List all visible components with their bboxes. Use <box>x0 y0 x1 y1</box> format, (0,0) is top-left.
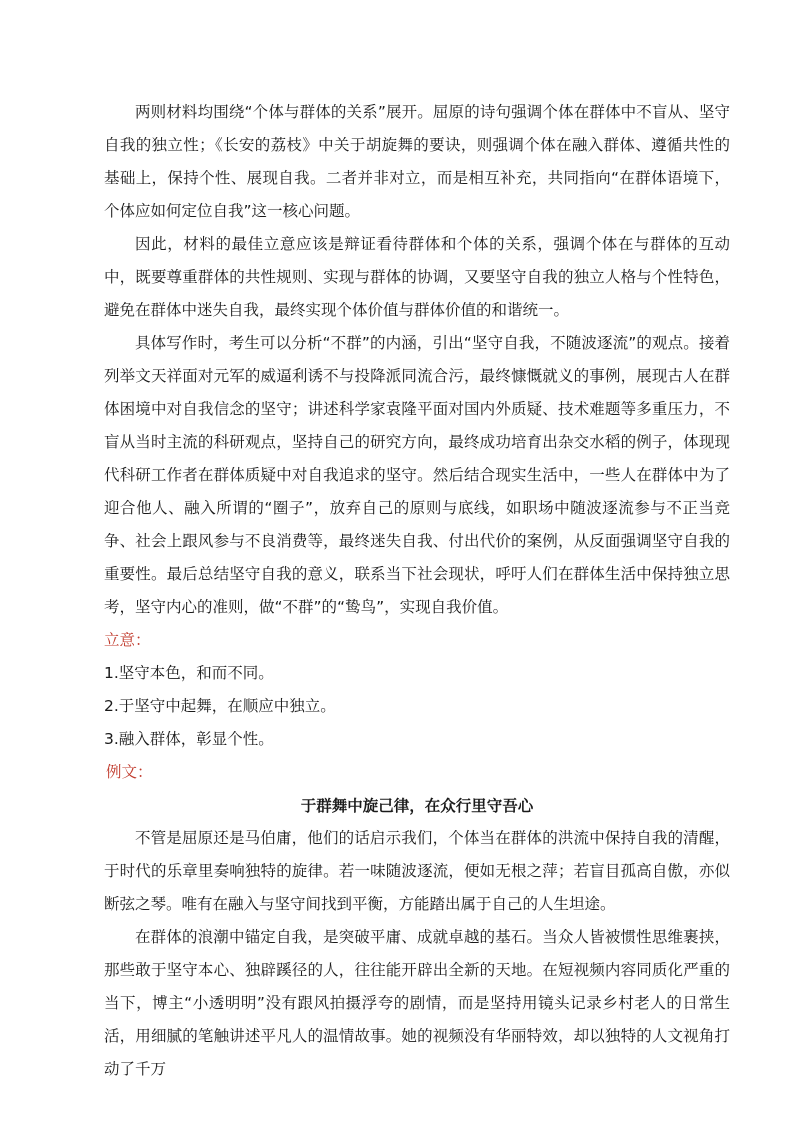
essay-paragraph-1: 不管是屈原还是马伯庸，他们的话启示我们，个体当在群体的洪流中保持自我的清醒，于时代的乐章里奏响独特的旋律。若一味随波逐流，便如无根之萍；若盲目孤高自傲，亦似断弦之琴。唯有在融入与坚守间找到平衡，方能踏出属于自己的人生坦途。 <box>104 829 730 913</box>
essay-paragraph-2: 在群体的浪潮中锚定自我，是突破平庸、成就卓越的基石。当众人皆被惯性思维裹挟，那些敢于坚守本心、独辟蹊径的人，往往能开辟出全新的天地。在短视频内容同质化严重的当下，博主“小透明明”没有跟风拍摄浮夸的剧情，而是坚持用镜头记录乡村老人的日常生活，用细腻的笔触讲述平凡人的温情故事。她的视频没有华丽特效，却以独特的人文视角打动了千万 <box>104 928 730 1078</box>
analysis-paragraph-2: 因此，材料的最佳立意应该是辩证看待群体和个体的关系，强调个体在与群体的互动中，既要尊重群体的共性规则、实现与群体的协调，又要坚守自我的独立人格与个性特色，避免在群体中迷失自我，最终实现个体价值与群体价值的和谐统一。 <box>104 235 730 319</box>
themes-label: 立意： <box>104 631 151 649</box>
essay-label: 例文： <box>106 763 153 781</box>
analysis-paragraph-3: 具体写作时，考生可以分析“不群”的内涵，引出“坚守自我，不随波逐流”的观点。接着列举文天祥面对元军的威逼利诱不与投降派同流合污，最终慷慨就义的事例，展现古人在群体困境中对自我信念的坚守；讲述科学家袁隆平面对国内外质疑、技术难题等多重压力，不盲从当时主流的科研观点，坚持自己的研究方向，最终成功培育出杂交水稻的例子，体现现代科研工作者在群体质疑中对自我追求的坚守。然后结合现实生活中，一些人在群体中为了迎合他人、融入所谓的“圈子”，放弃自己的原则与底线，如职场中随波逐流参与不正当竞争、社会上跟风参与不良消费等，最终迷失自我、付出代价的案例，从反面强调坚守自我的重要性。最后总结坚守自我的意义，联系当下社会现状，呼吁人们在群体生活中保持独立思考，坚守内心的准则，做“不群”的“鸷鸟”，实现自我价值。 <box>104 334 730 616</box>
document-page <box>104 96 730 1086</box>
theme-item-1: 1.坚守本色，和而不同。 <box>104 664 274 682</box>
theme-item-3: 3.融入群体，彰显个性。 <box>104 730 274 748</box>
analysis-paragraph-1: 两则材料均围绕“个体与群体的关系”展开。屈原的诗句强调个体在群体中不盲从、坚守自我的独立性；《长安的荔枝》中关于胡旋舞的要诀，则强调个体在融入群体、遵循共性的基础上，保持个性、展现自我。二者并非对立，而是相互补充，共同指向“在群体语境下，个体应如何定位自我”这一核心问题。 <box>104 103 730 220</box>
essay-title: 于群舞中旋己律，在众行里守吾心 <box>300 796 534 815</box>
theme-item-2: 2.于坚守中起舞，在顺应中独立。 <box>104 697 336 715</box>
